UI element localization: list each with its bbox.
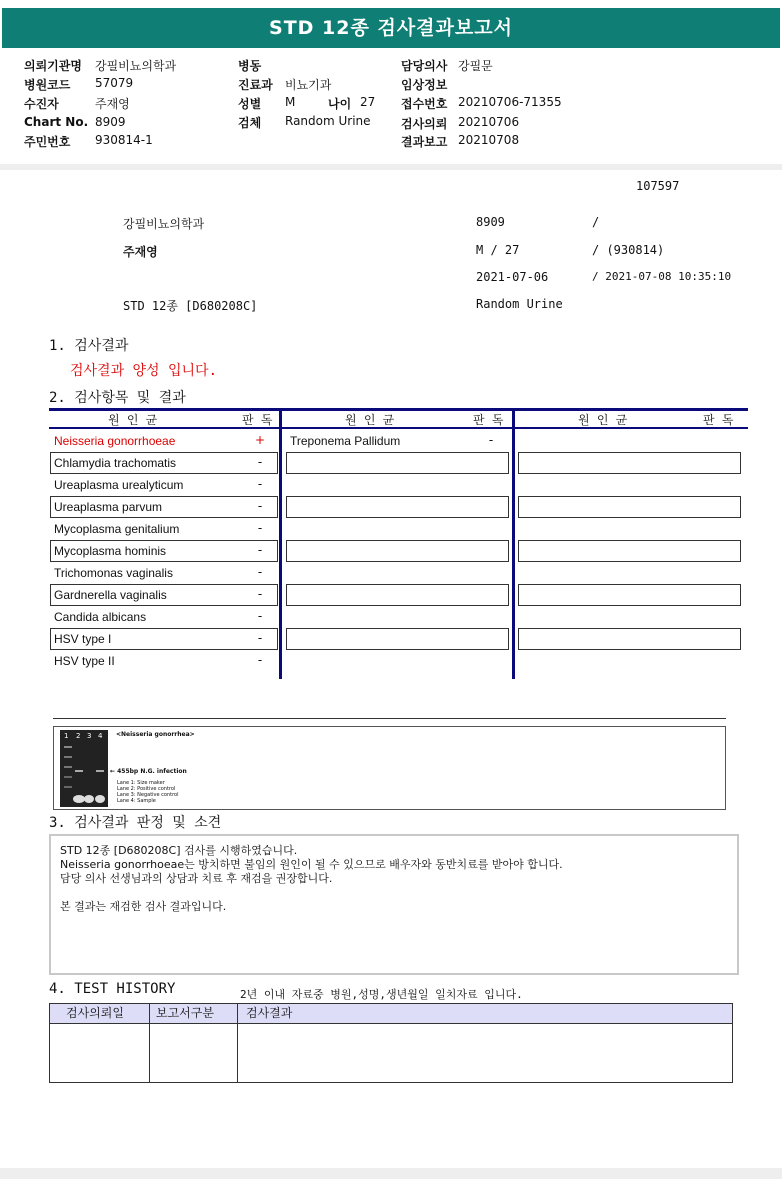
comment-line: 본 결과는 재검한 검사 결과입니다.: [60, 900, 227, 913]
history-col-report-type: 보고서구분: [156, 1006, 214, 1020]
gel-title: <Neisseria gonorrhea>: [116, 731, 195, 738]
comment-line: STD 12종 [D680208C] 검사를 시행하였습니다.: [60, 844, 298, 857]
summary-sex-age: M / 27: [476, 243, 520, 257]
organism-result: -: [257, 609, 263, 623]
gel-legend-item: Lane 4: Sample: [117, 798, 156, 804]
organism-result: +: [255, 433, 266, 447]
history-col-divider: [237, 1004, 238, 1082]
section3-title: 3. 검사결과 판정 및 소견: [49, 815, 222, 831]
section1-title: 1. 검사결과: [49, 338, 129, 354]
lane-label: 1: [64, 732, 69, 740]
table-col-divider-1: [279, 408, 282, 679]
specimen-label: 검체: [238, 116, 262, 130]
chart-no-value: 8909: [95, 115, 126, 129]
resident-no-label: 주민번호: [24, 135, 71, 149]
footer-band: [0, 1168, 782, 1179]
organism-name: Ureaplasma parvum: [54, 500, 163, 514]
history-col-request-date: 검사의뢰일: [66, 1006, 124, 1020]
row-box: [286, 584, 509, 606]
col3-organism-header: 원 인 균: [578, 413, 628, 427]
organism-name: HSV type I: [54, 632, 112, 646]
summary-birth: / (930814): [592, 243, 665, 257]
col2-organism-header: 원 인 균: [345, 413, 395, 427]
gel-legend-item: Lane 3: Negative control: [117, 792, 179, 798]
row-box: [518, 628, 741, 650]
report-title: STD 12종 검사결과보고서: [2, 8, 780, 48]
col3-result-header: 판 독: [703, 413, 734, 427]
row-box: [518, 496, 741, 518]
organism-result: -: [257, 565, 263, 579]
ward-label: 병동: [238, 59, 262, 73]
accession-label: 접수번호: [401, 97, 448, 111]
col1-organism-header: 원 인 균: [108, 413, 158, 427]
organism-result: -: [257, 653, 263, 667]
gel-band-label: ← 455bp N.G. infection: [110, 768, 187, 775]
row-box: [286, 628, 509, 650]
lane-label: 4: [98, 732, 103, 740]
history-col-divider: [149, 1004, 150, 1082]
hospital-code-label: 병원코드: [24, 78, 71, 92]
row-box: [518, 584, 741, 606]
chart-no-label: Chart No.: [24, 115, 89, 129]
organism-name: Gardnerella vaginalis: [54, 588, 167, 602]
sex-label: 성별: [238, 97, 262, 111]
organism-result: -: [257, 477, 263, 491]
report-date-label: 결과보고: [401, 135, 448, 149]
doctor-label: 담당의사: [401, 59, 448, 73]
section2-title: 2. 검사항목 및 결과: [49, 390, 186, 406]
summary-clinic: 강필비뇨의학과: [123, 217, 205, 231]
organism-name: Treponema Pallidum: [290, 434, 401, 448]
gel-bands: [60, 730, 108, 807]
gel-legend-item: Lane 1: Size maker: [117, 780, 165, 786]
requesting-institution-label: 의뢰기관명: [24, 59, 82, 73]
gel-top-rule: [53, 718, 726, 719]
organism-name: Candida albicans: [54, 610, 147, 624]
row-box: [286, 540, 509, 562]
organism-name: Trichomonas vaginalis: [54, 566, 173, 580]
resident-no-value: 930814-1: [95, 133, 153, 147]
table-col-divider-2: [512, 408, 515, 679]
organism-result: -: [257, 455, 263, 469]
summary-slash: /: [592, 215, 600, 229]
organism-name: Chlamydia trachomatis: [54, 456, 177, 470]
positive-result-text: 검사결과 양성 입니다.: [70, 363, 218, 379]
organism-result: -: [257, 587, 263, 601]
organism-name: Mycoplasma hominis: [54, 544, 167, 558]
department-label: 진료과: [238, 78, 273, 92]
history-header-row: [50, 1004, 732, 1024]
summary-specimen: Random Urine: [476, 297, 563, 311]
doctor-value: 강필문: [458, 59, 493, 73]
section4-title: 4. TEST HISTORY: [49, 981, 176, 997]
organism-result: -: [488, 433, 494, 447]
sex-value: M: [285, 95, 296, 109]
col1-result-header: 판 독: [242, 413, 273, 427]
organism-name: Ureaplasma urealyticum: [54, 478, 184, 492]
row-box: [286, 496, 509, 518]
clinical-info-label: 임상정보: [401, 78, 448, 92]
age-label: 나이: [328, 97, 352, 111]
summary-collected: 2021-07-06: [476, 270, 549, 284]
divider-band: [0, 164, 782, 170]
history-note: 2년 이내 자료중 병원,성명,생년월일 일치자료 입니다.: [240, 988, 523, 1001]
lane-label: 2: [76, 732, 81, 740]
organism-name: HSV type II: [54, 654, 115, 668]
request-date-label: 검사의뢰: [401, 117, 448, 131]
comment-line: 담당 의사 선생님과의 상담과 치료 후 재검을 권장합니다.: [60, 872, 333, 885]
patient-value: 주재영: [95, 97, 130, 111]
organism-result: -: [257, 543, 263, 557]
organism-name: Neisseria gonorrhoeae: [54, 434, 176, 448]
patient-label: 수진자: [24, 97, 59, 111]
hospital-code-value: 57079: [95, 76, 134, 90]
summary-reported: / 2021-07-08 10:35:10: [592, 270, 732, 283]
summary-chart-no: 8909: [476, 215, 505, 229]
requesting-institution-value: 강필비뇨의학과: [95, 59, 177, 73]
gel-legend-item: Lane 2: Positive control: [117, 786, 176, 792]
organism-result: -: [257, 631, 263, 645]
row-box: [518, 452, 741, 474]
accession-value: 20210706-71355: [458, 95, 562, 109]
col2-result-header: 판 독: [473, 413, 504, 427]
specimen-value: Random Urine: [285, 114, 371, 128]
report-id: 107597: [636, 179, 680, 193]
organism-name: Mycoplasma genitalium: [54, 522, 180, 536]
row-box: [518, 540, 741, 562]
summary-patient: 주재영: [123, 245, 158, 259]
age-value: 27: [360, 95, 376, 109]
row-box: [286, 452, 509, 474]
gel-image: [60, 730, 108, 807]
history-col-result: 검사결과: [246, 1006, 293, 1020]
comment-line: Neisseria gonorrhoeae는 방치하면 불임의 원인이 될 수 있으므로 배우자와 동반치료를 받아야 합니다.: [60, 858, 563, 871]
lane-label: 3: [87, 732, 92, 740]
department-value: 비뇨기과: [285, 78, 332, 92]
organism-result: -: [257, 521, 263, 535]
organism-result: -: [257, 499, 263, 513]
summary-test: STD 12종 [D680208C]: [123, 299, 258, 313]
request-date-value: 20210706: [458, 115, 520, 129]
report-date-value: 20210708: [458, 133, 520, 147]
